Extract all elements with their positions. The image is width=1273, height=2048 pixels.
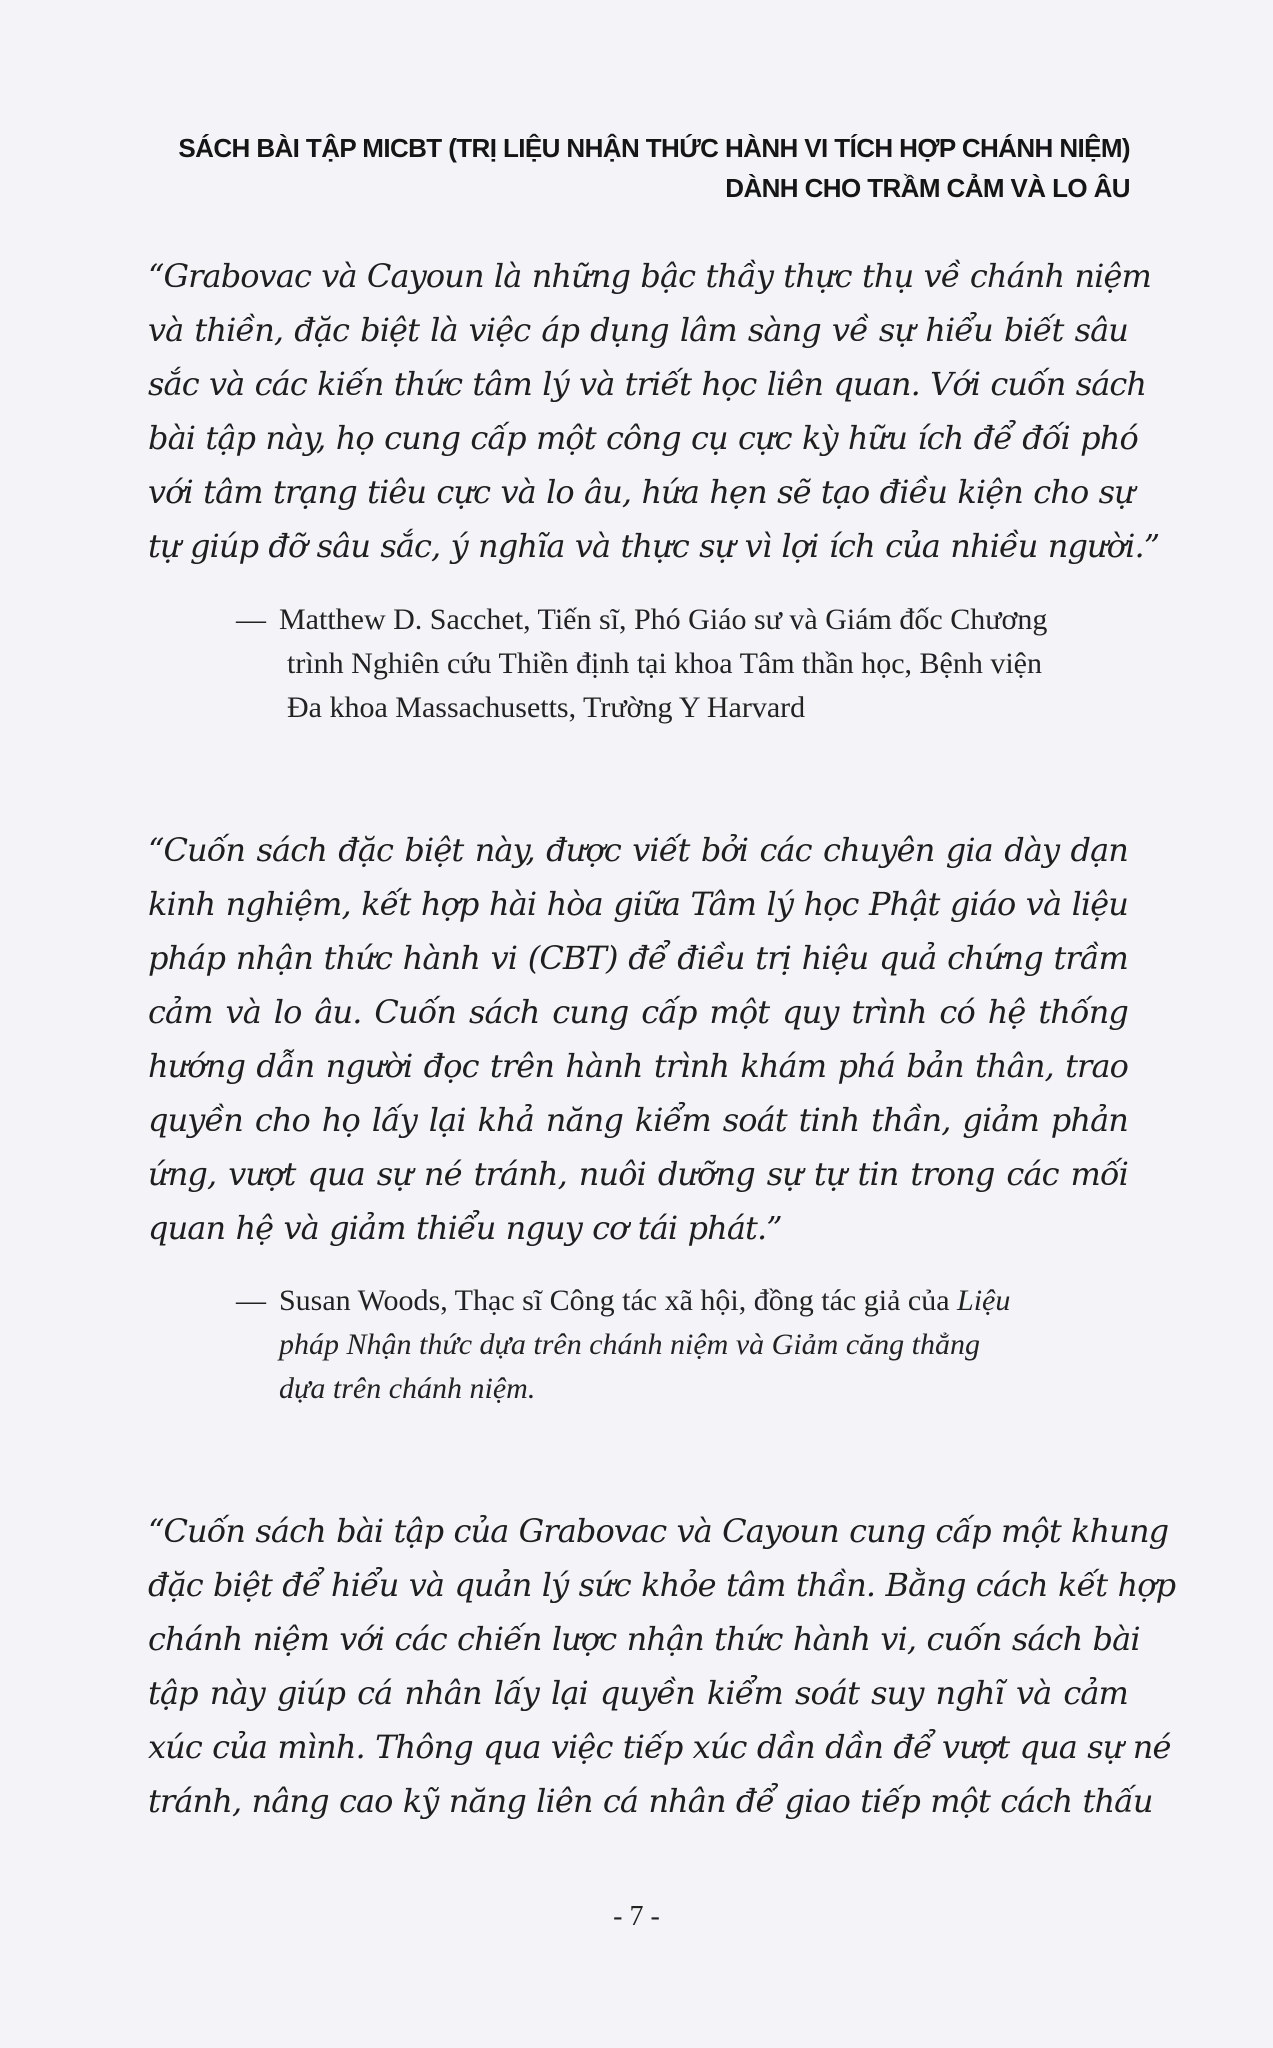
page-number: - 7 - (613, 1901, 660, 1932)
attribution-line: trình Nghiên cứu Thiền định tại khoa Tâm thần học, Bệnh viện (287, 647, 1042, 680)
running-header-line-1: SÁCH BÀI TẬP MICBT (TRỊ LIỆU NHẬN THỨC HÀNH VI TÍCH HỢP CHÁNH NIỆM) (178, 133, 1130, 163)
quote-line: sắc và các kiến thức tâm lý và triết học liên quan. Với cuốn sách (148, 365, 1147, 403)
book-title-line: pháp Nhận thức dựa trên chánh niệm và Giảm căng thẳng (279, 1328, 980, 1361)
quote-line: bài tập này, họ cung cấp một công cụ cực kỳ hữu ích để đối phó (148, 419, 1138, 457)
quote-line: ứng, vượt qua sự né tránh, nuôi dưỡng sự tự tin trong các mối (148, 1155, 1128, 1193)
endorsement-quote-2 (148, 823, 1128, 1255)
running-header (130, 128, 1130, 208)
quote-line: tập này giúp cá nhân lấy lại quyền kiểm soát suy nghĩ và cảm (148, 1674, 1128, 1712)
attribution-text: Susan Woods, Thạc sĩ Công tác xã hội, đồng tác giả của (279, 1284, 958, 1317)
em-dash: — (236, 603, 266, 636)
em-dash: — (236, 1284, 266, 1317)
quote-line: quyền cho họ lấy lại khả năng kiểm soát tinh thần, giảm phản (148, 1101, 1128, 1139)
quote-line: cảm và lo âu. Cuốn sách cung cấp một quy trình có hệ thống (148, 993, 1128, 1031)
quote-line: đặc biệt để hiểu và quản lý sức khỏe tâm thần. Bằng cách kết hợp (148, 1566, 1176, 1604)
quote-line: tự giúp đỡ sâu sắc, ý nghĩa và thực sự vì lợi ích của nhiều người.” (148, 527, 1160, 565)
book-title-line: dựa trên chánh niệm. (279, 1372, 536, 1405)
quote-line: tránh, nâng cao kỹ năng liên cá nhân để giao tiếp một cách thấu (148, 1782, 1153, 1820)
quote-line: “Cuốn sách đặc biệt này, được viết bởi các chuyên gia dày dạn (148, 831, 1128, 869)
quote-line: hướng dẫn người đọc trên hành trình khám phá bản thân, trao (148, 1047, 1128, 1085)
endorsement-quote-1 (148, 249, 1160, 573)
attribution-line: Đa khoa Massachusetts, Trường Y Harvard (287, 691, 806, 724)
attribution-line: Matthew D. Sacchet, Tiến sĩ, Phó Giáo sư và Giám đốc Chương (279, 603, 1048, 636)
quote-line: chánh niệm với các chiến lược nhận thức hành vi, cuốn sách bài (148, 1620, 1140, 1658)
quote-line: quan hệ và giảm thiểu nguy cơ tái phát.” (148, 1209, 782, 1247)
quote-line: “Cuốn sách bài tập của Grabovac và Cayoun cung cấp một khung (148, 1512, 1169, 1550)
book-title-fragment: Liệu (957, 1284, 1011, 1317)
quote-line: xúc của mình. Thông qua việc tiếp xúc dần dần để vượt qua sự né (148, 1728, 1171, 1766)
quote-line: “Grabovac và Cayoun là những bậc thầy thực thụ về chánh niệm (148, 257, 1151, 295)
quote-line: với tâm trạng tiêu cực và lo âu, hứa hẹn sẽ tạo điều kiện cho sự (148, 473, 1134, 511)
endorsement-quote-3 (148, 1504, 1176, 1828)
quote-line: kinh nghiệm, kết hợp hài hòa giữa Tâm lý học Phật giáo và liệu (148, 885, 1128, 923)
quote-line: và thiền, đặc biệt là việc áp dụng lâm sàng về sự hiểu biết sâu (148, 311, 1128, 349)
attribution-line (279, 1279, 1010, 1323)
running-header-line-2: DÀNH CHO TRẦM CẢM VÀ LO ÂU (725, 173, 1130, 203)
quote-line: pháp nhận thức hành vi (CBT) để điều trị hiệu quả chứng trầm (148, 939, 1128, 977)
